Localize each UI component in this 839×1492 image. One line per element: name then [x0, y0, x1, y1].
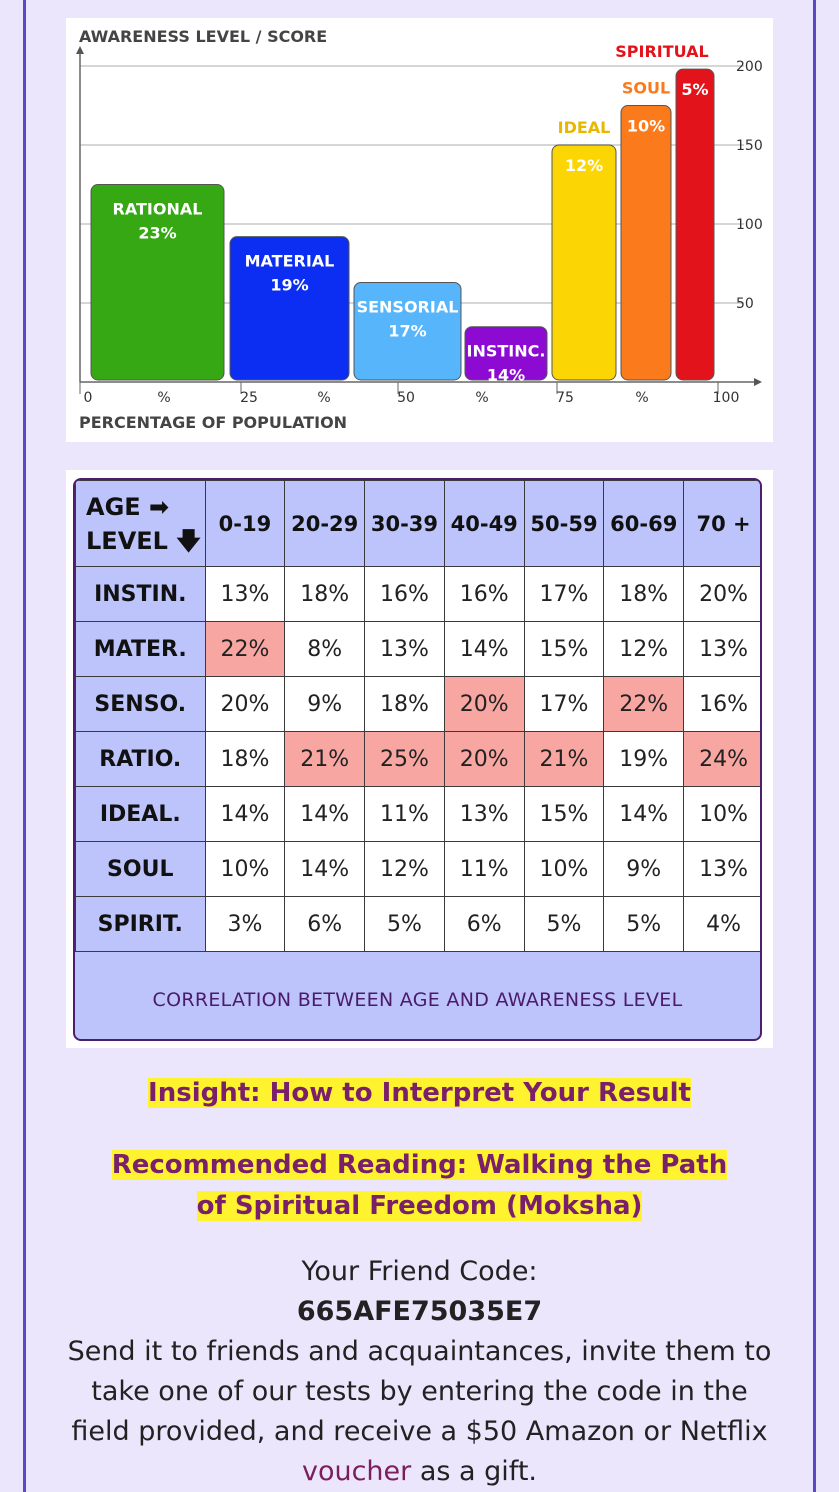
row-header: RATIO. — [76, 732, 206, 787]
table-cell: 20% — [205, 677, 285, 732]
table-cell: 24% — [684, 732, 762, 787]
bar-soul — [621, 106, 671, 381]
x-tick-label: 25 — [240, 390, 258, 406]
table-cell: 14% — [205, 787, 285, 842]
bar-percent-label: 23% — [138, 223, 177, 243]
table-row — [76, 842, 763, 897]
instructions-text: Send it to friends and acquaintances, invite them to take one of our tests by entering the code in the field provided, and receive a $50 Amazon or Netflix — [67, 1336, 772, 1447]
table-cell: 16% — [444, 567, 524, 622]
friend-code-section — [60, 1252, 779, 1492]
table-cell: 15% — [524, 622, 604, 677]
x-tick-label: 0 — [83, 390, 93, 406]
bar-label: MATERIAL — [244, 251, 335, 271]
table-cell: 6% — [444, 897, 524, 952]
row-header: SENSO. — [76, 677, 206, 732]
bar-label: RATIONAL — [112, 199, 203, 219]
table-cell: 12% — [604, 622, 684, 677]
table-cell: 11% — [444, 842, 524, 897]
bar-label: SENSORIAL — [356, 297, 459, 317]
table-cell: 20% — [444, 732, 524, 787]
table-cell: 3% — [205, 897, 285, 952]
x-tick-label: % — [475, 390, 489, 406]
column-header: 30-39 — [365, 481, 445, 567]
y-axis-title: AWARENESS LEVEL / SCORE — [79, 27, 328, 46]
table-cell: 4% — [684, 897, 762, 952]
bar-percent-label: 14% — [486, 365, 526, 385]
table-cell: 21% — [285, 732, 365, 787]
age-awareness-table — [75, 480, 762, 952]
page-border-left — [23, 0, 26, 1492]
bar-percent-label: 12% — [564, 156, 604, 175]
table-caption: CORRELATION BETWEEN AGE AND AWARENESS LEVEL — [152, 989, 683, 1011]
table-cell: 22% — [604, 677, 684, 732]
y-tick-label: 100 — [736, 217, 763, 233]
x-tick-label: 75 — [556, 390, 574, 406]
insight-link[interactable]: Insight: How to Interpret Your Result — [148, 1078, 691, 1108]
bar-label: IDEAL — [557, 118, 611, 137]
column-header: 60-69 — [604, 481, 684, 567]
bar-ideal — [552, 145, 616, 380]
table-cell: 21% — [524, 732, 604, 787]
table-cell: 11% — [365, 787, 445, 842]
friend-code-instructions — [60, 1332, 779, 1492]
table-cell: 16% — [365, 567, 445, 622]
x-axis-arrow-icon — [754, 378, 762, 386]
table-cell: 20% — [684, 567, 762, 622]
table-cell: 10% — [205, 842, 285, 897]
table-cell: 16% — [684, 677, 762, 732]
age-correlation-table-box — [73, 478, 762, 1041]
table-cell: 20% — [444, 677, 524, 732]
table-cell: 9% — [604, 842, 684, 897]
row-header: SPIRIT. — [76, 897, 206, 952]
table-corner-header — [76, 481, 206, 567]
table-cell: 13% — [205, 567, 285, 622]
recommended-reading-link[interactable]: Recommended Reading: Walking the Path of Spiritual Freedom (Moksha) — [111, 1150, 728, 1221]
table-cell: 13% — [684, 842, 762, 897]
table-cell: 17% — [524, 567, 604, 622]
level-header-label: LEVEL 🡇 — [86, 526, 201, 555]
y-tick-label: 150 — [736, 138, 763, 154]
page-border-right — [813, 0, 816, 1492]
table-cell: 19% — [604, 732, 684, 787]
table-row — [76, 897, 763, 952]
age-correlation-card — [66, 470, 773, 1048]
friend-code-value: 665AFE75035E7 — [296, 1296, 543, 1327]
table-cell: 5% — [604, 897, 684, 952]
table-header-row — [76, 481, 763, 567]
bar-percent-label: 19% — [270, 275, 309, 295]
column-header: 20-29 — [285, 481, 365, 567]
column-header: 0-19 — [205, 481, 285, 567]
x-tick-label: % — [157, 390, 171, 406]
voucher-link[interactable]: voucher — [301, 1456, 412, 1487]
awareness-chart-card — [66, 18, 773, 442]
table-body — [76, 567, 763, 952]
row-header: IDEAL. — [76, 787, 206, 842]
table-cell: 14% — [285, 842, 365, 897]
bar-percent-label: 10% — [626, 116, 666, 136]
table-row — [76, 677, 763, 732]
table-cell: 14% — [285, 787, 365, 842]
table-cell: 12% — [365, 842, 445, 897]
x-tick-label: 100 — [712, 390, 740, 406]
bar-label: SPIRITUAL — [615, 42, 709, 62]
bar-percent-label: 5% — [681, 80, 709, 100]
instructions-text-end: as a gift. — [419, 1456, 538, 1487]
table-cell: 15% — [524, 787, 604, 842]
table-cell: 13% — [365, 622, 445, 677]
x-tick-label: 50 — [397, 390, 415, 406]
y-tick-label: 50 — [736, 296, 754, 312]
y-axis-arrow-icon — [76, 46, 84, 54]
table-cell: 22% — [205, 622, 285, 677]
y-tick-label: 200 — [736, 59, 763, 75]
row-header: SOUL — [76, 842, 206, 897]
x-axis-title: PERCENTAGE OF POPULATION — [79, 413, 348, 432]
awareness-bar-chart — [66, 18, 773, 442]
bar-percent-label: 17% — [388, 321, 427, 341]
age-header-label: AGE ➡ — [86, 492, 170, 521]
table-cell: 17% — [524, 677, 604, 732]
table-cell: 13% — [684, 622, 762, 677]
bar-spiritual — [676, 69, 714, 380]
row-header: MATER. — [76, 622, 206, 677]
table-cell: 18% — [205, 732, 285, 787]
column-header: 40-49 — [444, 481, 524, 567]
insight-link-row — [0, 1078, 839, 1108]
table-cell: 6% — [285, 897, 365, 952]
friend-code-label: Your Friend Code: — [301, 1256, 538, 1287]
table-row — [76, 732, 763, 787]
table-row — [76, 787, 763, 842]
table-cell: 18% — [285, 567, 365, 622]
table-cell: 10% — [684, 787, 762, 842]
x-tick-label: % — [317, 390, 331, 406]
column-header: 50-59 — [524, 481, 604, 567]
table-cell: 14% — [444, 622, 524, 677]
table-cell: 25% — [365, 732, 445, 787]
table-cell: 8% — [285, 622, 365, 677]
bar-label: SOUL — [621, 78, 671, 98]
column-header: 70 + — [684, 481, 762, 567]
table-cell: 9% — [285, 677, 365, 732]
table-cell: 18% — [604, 567, 684, 622]
table-cell: 10% — [524, 842, 604, 897]
x-tick-label: % — [635, 390, 649, 406]
row-header: INSTIN. — [76, 567, 206, 622]
reading-link-row — [100, 1146, 739, 1228]
table-cell: 5% — [524, 897, 604, 952]
table-cell: 13% — [444, 787, 524, 842]
bar-label: INSTINC. — [466, 341, 546, 361]
table-cell: 5% — [365, 897, 445, 952]
table-cell: 18% — [365, 677, 445, 732]
table-row — [76, 622, 763, 677]
table-cell: 14% — [604, 787, 684, 842]
table-row — [76, 567, 763, 622]
